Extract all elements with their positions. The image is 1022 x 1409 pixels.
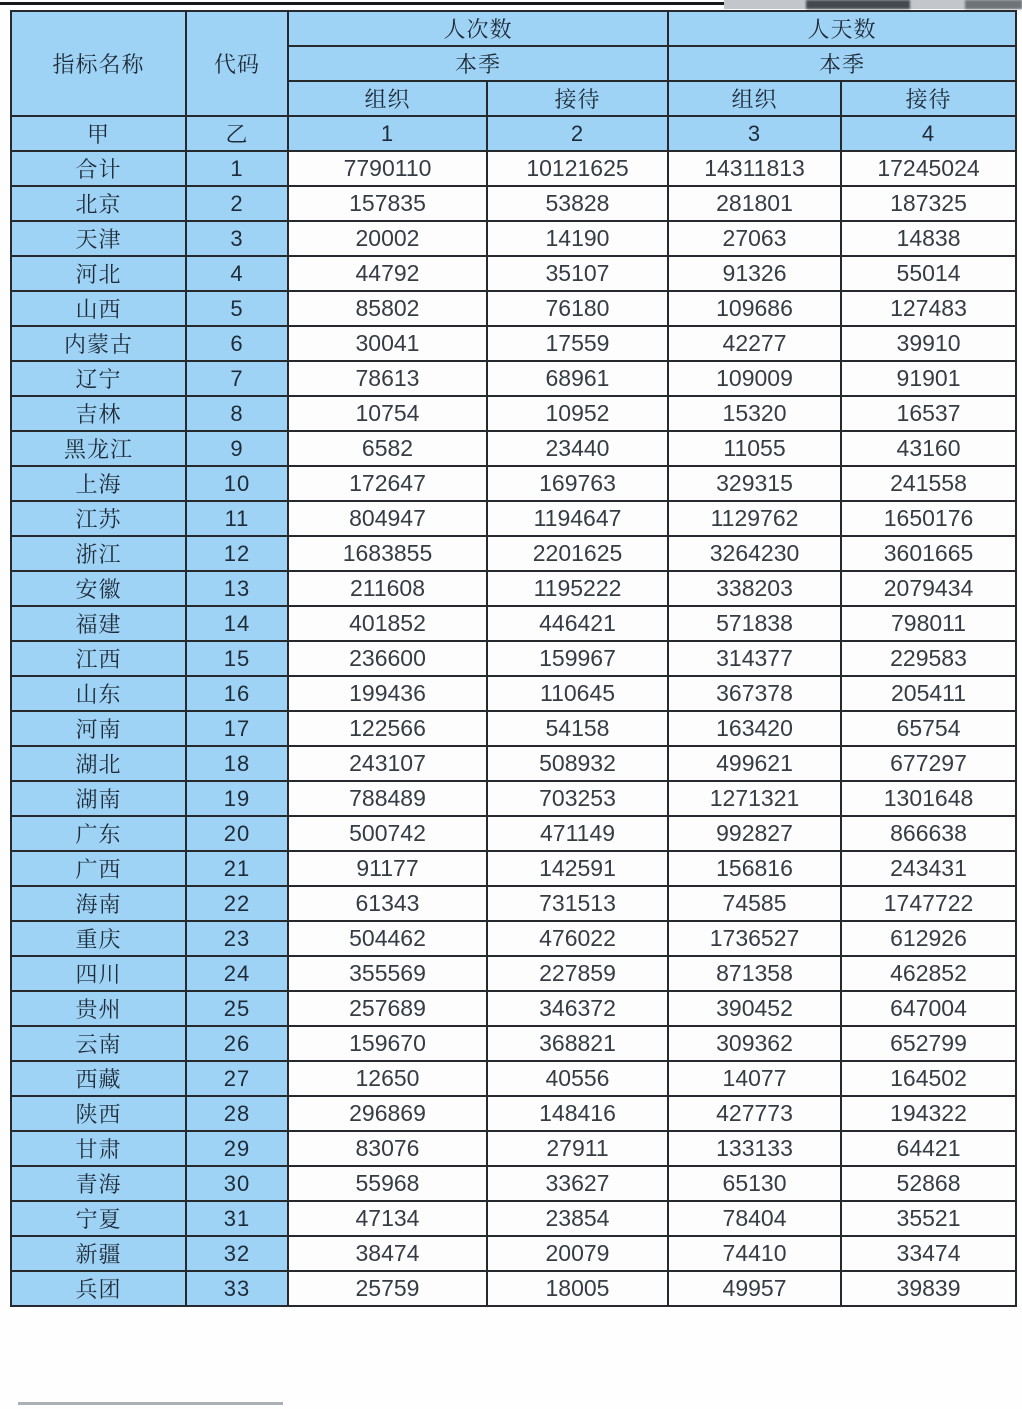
row-label-region: 云南 bbox=[11, 1026, 186, 1061]
cell-received-person-times: 10952 bbox=[487, 396, 668, 431]
row-label-region: 陕西 bbox=[11, 1096, 186, 1131]
table-row bbox=[11, 956, 1016, 991]
row-code: 17 bbox=[186, 711, 288, 746]
cell-received-person-times: 169763 bbox=[487, 466, 668, 501]
table-row bbox=[11, 536, 1016, 571]
cell-received-person-times: 53828 bbox=[487, 186, 668, 221]
cell-organized-person-days: 338203 bbox=[668, 571, 841, 606]
column-key-4: 4 bbox=[841, 116, 1016, 151]
row-label-region: 甘肃 bbox=[11, 1131, 186, 1166]
row-label-region: 广东 bbox=[11, 816, 186, 851]
cell-received-person-days: 652799 bbox=[841, 1026, 1016, 1061]
row-label-region: 四川 bbox=[11, 956, 186, 991]
cell-organized-person-times: 12650 bbox=[288, 1061, 487, 1096]
cell-received-person-times: 227859 bbox=[487, 956, 668, 991]
row-code: 16 bbox=[186, 676, 288, 711]
cell-organized-person-days: 78404 bbox=[668, 1201, 841, 1236]
row-code: 19 bbox=[186, 781, 288, 816]
cell-received-person-times: 17559 bbox=[487, 326, 668, 361]
row-code: 20 bbox=[186, 816, 288, 851]
row-label-region: 河南 bbox=[11, 711, 186, 746]
table-row bbox=[11, 1096, 1016, 1131]
row-code: 21 bbox=[186, 851, 288, 886]
cell-organized-person-times: 47134 bbox=[288, 1201, 487, 1236]
row-code: 1 bbox=[186, 151, 288, 186]
cell-organized-person-days: 871358 bbox=[668, 956, 841, 991]
row-code: 9 bbox=[186, 431, 288, 466]
cell-received-person-times: 14190 bbox=[487, 221, 668, 256]
cell-received-person-days: 205411 bbox=[841, 676, 1016, 711]
row-label-region: 青海 bbox=[11, 1166, 186, 1201]
row-code: 23 bbox=[186, 921, 288, 956]
table-row bbox=[11, 921, 1016, 956]
table-row bbox=[11, 501, 1016, 536]
cell-organized-person-days: 14311813 bbox=[668, 151, 841, 186]
row-label-region: 江苏 bbox=[11, 501, 186, 536]
column-key-2: 2 bbox=[487, 116, 668, 151]
cell-organized-person-times: 172647 bbox=[288, 466, 487, 501]
cell-organized-person-days: 91326 bbox=[668, 256, 841, 291]
group-header-person-times: 人次数 bbox=[288, 11, 668, 46]
cell-received-person-times: 18005 bbox=[487, 1271, 668, 1306]
cell-organized-person-days: 1129762 bbox=[668, 501, 841, 536]
cell-received-person-days: 16537 bbox=[841, 396, 1016, 431]
cell-received-person-times: 346372 bbox=[487, 991, 668, 1026]
table-row bbox=[11, 711, 1016, 746]
cell-organized-person-days: 109686 bbox=[668, 291, 841, 326]
cell-organized-person-times: 10754 bbox=[288, 396, 487, 431]
subcolumn-header-organized-days: 组织 bbox=[668, 81, 841, 116]
cell-received-person-times: 10121625 bbox=[487, 151, 668, 186]
table-row bbox=[11, 1236, 1016, 1271]
cell-received-person-times: 142591 bbox=[487, 851, 668, 886]
cell-organized-person-times: 55968 bbox=[288, 1166, 487, 1201]
subcolumn-header-organized-times: 组织 bbox=[288, 81, 487, 116]
period-header-person-times: 本季 bbox=[288, 46, 668, 81]
cell-organized-person-days: 27063 bbox=[668, 221, 841, 256]
cell-organized-person-times: 85802 bbox=[288, 291, 487, 326]
row-code: 15 bbox=[186, 641, 288, 676]
cell-received-person-days: 17245024 bbox=[841, 151, 1016, 186]
scan-artifact-top-line bbox=[0, 2, 724, 5]
cell-received-person-times: 33627 bbox=[487, 1166, 668, 1201]
table-row bbox=[11, 606, 1016, 641]
cell-organized-person-days: 367378 bbox=[668, 676, 841, 711]
cell-organized-person-times: 6582 bbox=[288, 431, 487, 466]
cell-received-person-times: 471149 bbox=[487, 816, 668, 851]
cell-received-person-days: 3601665 bbox=[841, 536, 1016, 571]
cell-received-person-times: 2201625 bbox=[487, 536, 668, 571]
row-label-region: 内蒙古 bbox=[11, 326, 186, 361]
cell-received-person-times: 27911 bbox=[487, 1131, 668, 1166]
subcolumn-header-received-days: 接待 bbox=[841, 81, 1016, 116]
cell-received-person-days: 39910 bbox=[841, 326, 1016, 361]
table-row bbox=[11, 396, 1016, 431]
cell-received-person-times: 20079 bbox=[487, 1236, 668, 1271]
cell-organized-person-times: 7790110 bbox=[288, 151, 487, 186]
cell-organized-person-days: 992827 bbox=[668, 816, 841, 851]
cell-received-person-days: 229583 bbox=[841, 641, 1016, 676]
cell-received-person-days: 612926 bbox=[841, 921, 1016, 956]
cell-received-person-days: 194322 bbox=[841, 1096, 1016, 1131]
row-label-region: 山东 bbox=[11, 676, 186, 711]
cell-organized-person-times: 20002 bbox=[288, 221, 487, 256]
cell-organized-person-times: 257689 bbox=[288, 991, 487, 1026]
cell-received-person-days: 462852 bbox=[841, 956, 1016, 991]
row-label-region: 贵州 bbox=[11, 991, 186, 1026]
column-header-code: 代码 bbox=[186, 11, 288, 116]
cell-received-person-days: 187325 bbox=[841, 186, 1016, 221]
cell-received-person-days: 798011 bbox=[841, 606, 1016, 641]
cell-organized-person-days: 1736527 bbox=[668, 921, 841, 956]
statistics-table bbox=[10, 10, 1017, 1307]
table-row bbox=[11, 1271, 1016, 1306]
cell-received-person-times: 148416 bbox=[487, 1096, 668, 1131]
table-row bbox=[11, 886, 1016, 921]
cell-organized-person-times: 788489 bbox=[288, 781, 487, 816]
cell-organized-person-times: 159670 bbox=[288, 1026, 487, 1061]
cell-organized-person-days: 65130 bbox=[668, 1166, 841, 1201]
cell-organized-person-days: 42277 bbox=[668, 326, 841, 361]
cell-received-person-days: 1747722 bbox=[841, 886, 1016, 921]
scan-artifact-bottom-line bbox=[18, 1402, 283, 1405]
row-label-region: 黑龙江 bbox=[11, 431, 186, 466]
row-label-region: 浙江 bbox=[11, 536, 186, 571]
cell-organized-person-days: 329315 bbox=[668, 466, 841, 501]
table-row bbox=[11, 571, 1016, 606]
table-row bbox=[11, 466, 1016, 501]
row-code: 2 bbox=[186, 186, 288, 221]
cell-organized-person-times: 44792 bbox=[288, 256, 487, 291]
row-label-region: 江西 bbox=[11, 641, 186, 676]
row-code: 4 bbox=[186, 256, 288, 291]
cell-organized-person-days: 571838 bbox=[668, 606, 841, 641]
cell-received-person-days: 52868 bbox=[841, 1166, 1016, 1201]
cell-organized-person-days: 3264230 bbox=[668, 536, 841, 571]
cell-received-person-times: 110645 bbox=[487, 676, 668, 711]
cell-organized-person-days: 109009 bbox=[668, 361, 841, 396]
row-label-region: 天津 bbox=[11, 221, 186, 256]
cell-organized-person-times: 91177 bbox=[288, 851, 487, 886]
row-label-region: 海南 bbox=[11, 886, 186, 921]
cell-organized-person-days: 1271321 bbox=[668, 781, 841, 816]
table-row bbox=[11, 151, 1016, 186]
cell-organized-person-times: 355569 bbox=[288, 956, 487, 991]
cell-organized-person-times: 30041 bbox=[288, 326, 487, 361]
cell-received-person-times: 476022 bbox=[487, 921, 668, 956]
column-key-3: 3 bbox=[668, 116, 841, 151]
table-row bbox=[11, 1201, 1016, 1236]
row-code: 14 bbox=[186, 606, 288, 641]
row-code: 6 bbox=[186, 326, 288, 361]
cell-organized-person-days: 14077 bbox=[668, 1061, 841, 1096]
scan-artifact-smudge bbox=[806, 0, 910, 9]
cell-organized-person-times: 236600 bbox=[288, 641, 487, 676]
cell-received-person-days: 164502 bbox=[841, 1061, 1016, 1096]
cell-organized-person-days: 15320 bbox=[668, 396, 841, 431]
cell-received-person-days: 33474 bbox=[841, 1236, 1016, 1271]
cell-received-person-times: 368821 bbox=[487, 1026, 668, 1061]
table-row bbox=[11, 1026, 1016, 1061]
row-label-region: 河北 bbox=[11, 256, 186, 291]
group-header-person-days: 人天数 bbox=[668, 11, 1016, 46]
cell-received-person-times: 40556 bbox=[487, 1061, 668, 1096]
table-row bbox=[11, 431, 1016, 466]
cell-organized-person-times: 243107 bbox=[288, 746, 487, 781]
row-label-region: 重庆 bbox=[11, 921, 186, 956]
table-row bbox=[11, 1061, 1016, 1096]
scan-artifact-top-band bbox=[724, 0, 1022, 9]
cell-organized-person-days: 74585 bbox=[668, 886, 841, 921]
cell-organized-person-times: 804947 bbox=[288, 501, 487, 536]
period-header-person-days: 本季 bbox=[668, 46, 1016, 81]
table-row bbox=[11, 676, 1016, 711]
cell-received-person-days: 241558 bbox=[841, 466, 1016, 501]
row-label-region: 湖南 bbox=[11, 781, 186, 816]
cell-organized-person-times: 401852 bbox=[288, 606, 487, 641]
subcolumn-header-received-times: 接待 bbox=[487, 81, 668, 116]
cell-organized-person-days: 156816 bbox=[668, 851, 841, 886]
cell-organized-person-days: 314377 bbox=[668, 641, 841, 676]
cell-organized-person-days: 390452 bbox=[668, 991, 841, 1026]
table-row bbox=[11, 1166, 1016, 1201]
cell-received-person-times: 446421 bbox=[487, 606, 668, 641]
cell-received-person-days: 1301648 bbox=[841, 781, 1016, 816]
cell-received-person-days: 65754 bbox=[841, 711, 1016, 746]
cell-organized-person-times: 157835 bbox=[288, 186, 487, 221]
cell-received-person-days: 866638 bbox=[841, 816, 1016, 851]
cell-organized-person-days: 74410 bbox=[668, 1236, 841, 1271]
row-label-region: 上海 bbox=[11, 466, 186, 501]
cell-organized-person-times: 122566 bbox=[288, 711, 487, 746]
table-row bbox=[11, 746, 1016, 781]
cell-received-person-times: 68961 bbox=[487, 361, 668, 396]
cell-organized-person-times: 199436 bbox=[288, 676, 487, 711]
cell-received-person-days: 647004 bbox=[841, 991, 1016, 1026]
row-code: 8 bbox=[186, 396, 288, 431]
cell-received-person-times: 1194647 bbox=[487, 501, 668, 536]
row-label-region: 兵团 bbox=[11, 1271, 186, 1306]
cell-organized-person-days: 163420 bbox=[668, 711, 841, 746]
row-code: 12 bbox=[186, 536, 288, 571]
cell-received-person-times: 23440 bbox=[487, 431, 668, 466]
column-key-yi: 乙 bbox=[186, 116, 288, 151]
row-code: 33 bbox=[186, 1271, 288, 1306]
row-label-region: 山西 bbox=[11, 291, 186, 326]
row-code: 28 bbox=[186, 1096, 288, 1131]
table-row bbox=[11, 1131, 1016, 1166]
column-key-jia: 甲 bbox=[11, 116, 186, 151]
table-row bbox=[11, 851, 1016, 886]
table-row bbox=[11, 256, 1016, 291]
cell-received-person-times: 159967 bbox=[487, 641, 668, 676]
cell-organized-person-times: 211608 bbox=[288, 571, 487, 606]
cell-organized-person-days: 499621 bbox=[668, 746, 841, 781]
row-code: 10 bbox=[186, 466, 288, 501]
row-label-region: 安徽 bbox=[11, 571, 186, 606]
table-row bbox=[11, 816, 1016, 851]
cell-organized-person-days: 427773 bbox=[668, 1096, 841, 1131]
row-label-region: 辽宁 bbox=[11, 361, 186, 396]
cell-received-person-days: 91901 bbox=[841, 361, 1016, 396]
row-code: 24 bbox=[186, 956, 288, 991]
row-label-region: 广西 bbox=[11, 851, 186, 886]
scan-artifact-smudge bbox=[965, 0, 1022, 9]
cell-organized-person-days: 11055 bbox=[668, 431, 841, 466]
table-row bbox=[11, 991, 1016, 1026]
cell-received-person-days: 127483 bbox=[841, 291, 1016, 326]
row-code: 18 bbox=[186, 746, 288, 781]
cell-received-person-days: 64421 bbox=[841, 1131, 1016, 1166]
cell-organized-person-times: 38474 bbox=[288, 1236, 487, 1271]
row-code: 22 bbox=[186, 886, 288, 921]
row-code: 7 bbox=[186, 361, 288, 396]
row-label-region: 吉林 bbox=[11, 396, 186, 431]
row-code: 3 bbox=[186, 221, 288, 256]
row-code: 5 bbox=[186, 291, 288, 326]
row-code: 32 bbox=[186, 1236, 288, 1271]
cell-received-person-times: 54158 bbox=[487, 711, 668, 746]
table-row bbox=[11, 186, 1016, 221]
cell-received-person-days: 1650176 bbox=[841, 501, 1016, 536]
cell-received-person-times: 23854 bbox=[487, 1201, 668, 1236]
table-row bbox=[11, 291, 1016, 326]
cell-organized-person-days: 281801 bbox=[668, 186, 841, 221]
row-code: 29 bbox=[186, 1131, 288, 1166]
cell-organized-person-times: 83076 bbox=[288, 1131, 487, 1166]
row-label-region: 湖北 bbox=[11, 746, 186, 781]
row-label-region: 宁夏 bbox=[11, 1201, 186, 1236]
row-label-region: 北京 bbox=[11, 186, 186, 221]
column-key-1: 1 bbox=[288, 116, 487, 151]
cell-received-person-times: 76180 bbox=[487, 291, 668, 326]
cell-received-person-days: 55014 bbox=[841, 256, 1016, 291]
row-code: 13 bbox=[186, 571, 288, 606]
cell-received-person-times: 1195222 bbox=[487, 571, 668, 606]
table-row bbox=[11, 641, 1016, 676]
cell-received-person-days: 2079434 bbox=[841, 571, 1016, 606]
table-row bbox=[11, 781, 1016, 816]
table-row bbox=[11, 361, 1016, 396]
cell-organized-person-times: 1683855 bbox=[288, 536, 487, 571]
cell-received-person-days: 243431 bbox=[841, 851, 1016, 886]
row-label-region: 西藏 bbox=[11, 1061, 186, 1096]
cell-received-person-times: 35107 bbox=[487, 256, 668, 291]
cell-organized-person-times: 500742 bbox=[288, 816, 487, 851]
row-code: 26 bbox=[186, 1026, 288, 1061]
cell-received-person-days: 14838 bbox=[841, 221, 1016, 256]
cell-received-person-times: 703253 bbox=[487, 781, 668, 816]
row-code: 11 bbox=[186, 501, 288, 536]
cell-organized-person-days: 49957 bbox=[668, 1271, 841, 1306]
cell-received-person-days: 39839 bbox=[841, 1271, 1016, 1306]
cell-organized-person-times: 61343 bbox=[288, 886, 487, 921]
row-label-region: 新疆 bbox=[11, 1236, 186, 1271]
table-row bbox=[11, 326, 1016, 361]
cell-organized-person-days: 309362 bbox=[668, 1026, 841, 1061]
column-header-indicator-name: 指标名称 bbox=[11, 11, 186, 116]
header-row-column-keys bbox=[11, 116, 1016, 151]
row-code: 25 bbox=[186, 991, 288, 1026]
cell-received-person-times: 731513 bbox=[487, 886, 668, 921]
cell-received-person-times: 508932 bbox=[487, 746, 668, 781]
cell-received-person-days: 35521 bbox=[841, 1201, 1016, 1236]
cell-organized-person-times: 78613 bbox=[288, 361, 487, 396]
table-row bbox=[11, 221, 1016, 256]
row-label-region: 合计 bbox=[11, 151, 186, 186]
cell-received-person-days: 43160 bbox=[841, 431, 1016, 466]
cell-organized-person-times: 504462 bbox=[288, 921, 487, 956]
cell-organized-person-times: 296869 bbox=[288, 1096, 487, 1131]
row-code: 27 bbox=[186, 1061, 288, 1096]
row-code: 30 bbox=[186, 1166, 288, 1201]
cell-organized-person-times: 25759 bbox=[288, 1271, 487, 1306]
header-row-groups bbox=[11, 11, 1016, 46]
row-label-region: 福建 bbox=[11, 606, 186, 641]
row-code: 31 bbox=[186, 1201, 288, 1236]
cell-received-person-days: 677297 bbox=[841, 746, 1016, 781]
cell-organized-person-days: 133133 bbox=[668, 1131, 841, 1166]
